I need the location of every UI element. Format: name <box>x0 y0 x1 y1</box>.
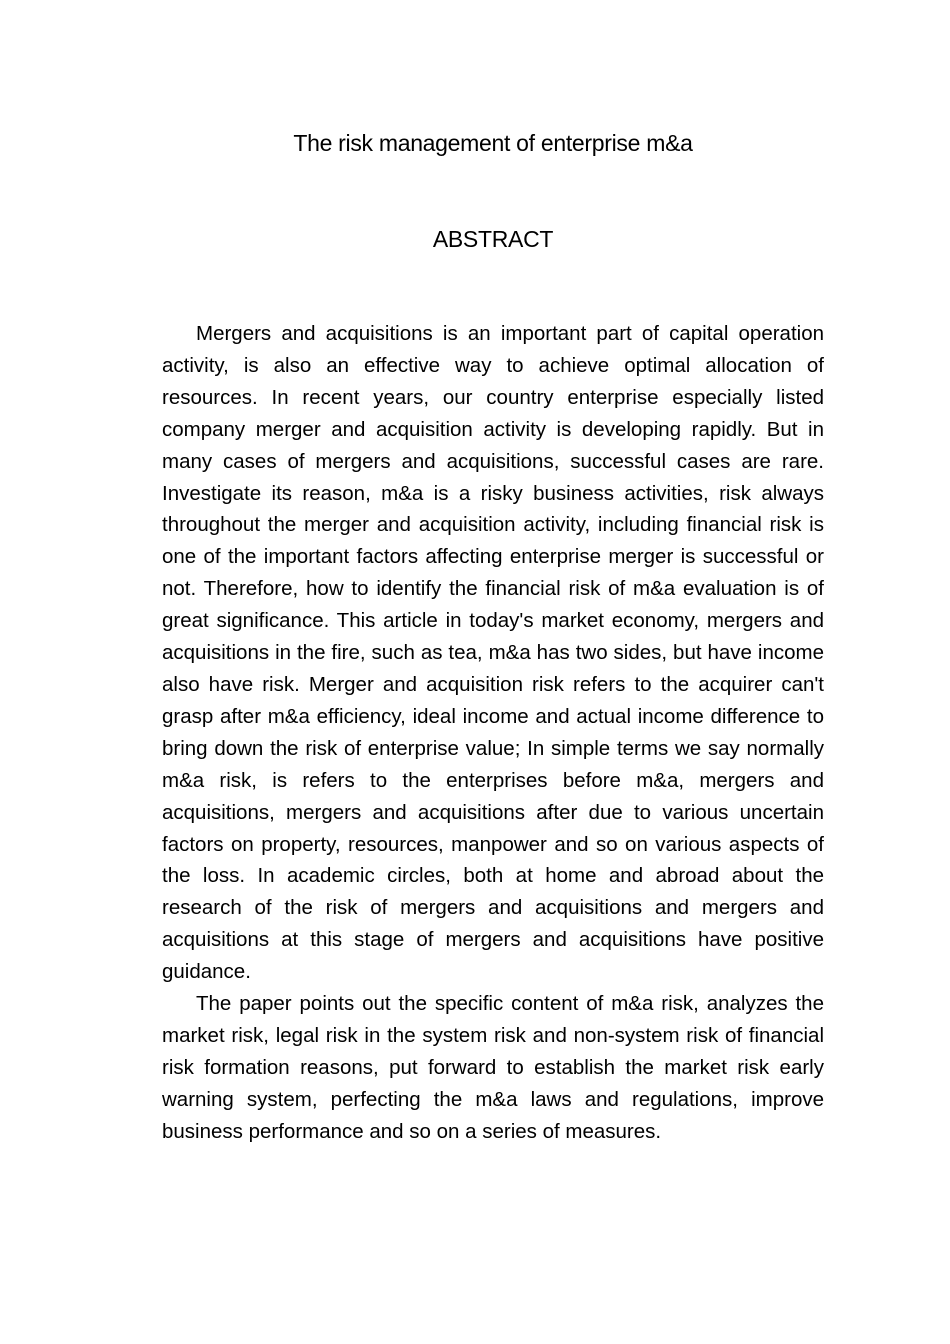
abstract-paragraph-1: Mergers and acquisitions is an important part of capital operation activity, is also an effective way to achieve optimal allocation of resources. In recent years, our country enterprise especially listed company merger and acquisition activity is developing rapidly. But in many cases of mergers and acquisitions, successful cases are rare. Investigate its reason, m&a is a risky business activities, risk always throughout the merger and acquisition activity, including financial risk is one of the important factors affecting enterprise merger is successful or not. Therefore, how to identify the financial risk of m&a evaluation is of great significance. This article in today's market economy, mergers and acquisitions in the fire, such as tea, m&a has two sides, but have income also have risk. Merger and acquisition risk refers to the acquirer can't grasp after m&a efficiency, ideal income and actual income difference to bring down the risk of enterprise value; In simple terms we say normally m&a risk, is refers to the enterprises before m&a, mergers and acquisitions, mergers and acquisitions after due to various uncertain factors on property, resources, manpower and so on various aspects of the loss. In academic circles, both at home and abroad about the research of the risk of mergers and acquisitions and mergers and acquisitions at this stage of mergers and acquisitions have positive guidance. <box>162 322 824 984</box>
abstract-paragraph-2: The paper points out the specific content of m&a risk, analyzes the market risk, legal risk in the system risk and non-system risk of financial risk formation reasons, put forward to establish the market risk early warning system, perfecting the m&a laws and regulations, improve business performance and so on a series of measures. <box>162 992 824 1143</box>
abstract-body <box>162 318 824 1148</box>
document-title: The risk management of enterprise m&a <box>293 130 693 156</box>
abstract-heading: ABSTRACT <box>432 226 554 252</box>
